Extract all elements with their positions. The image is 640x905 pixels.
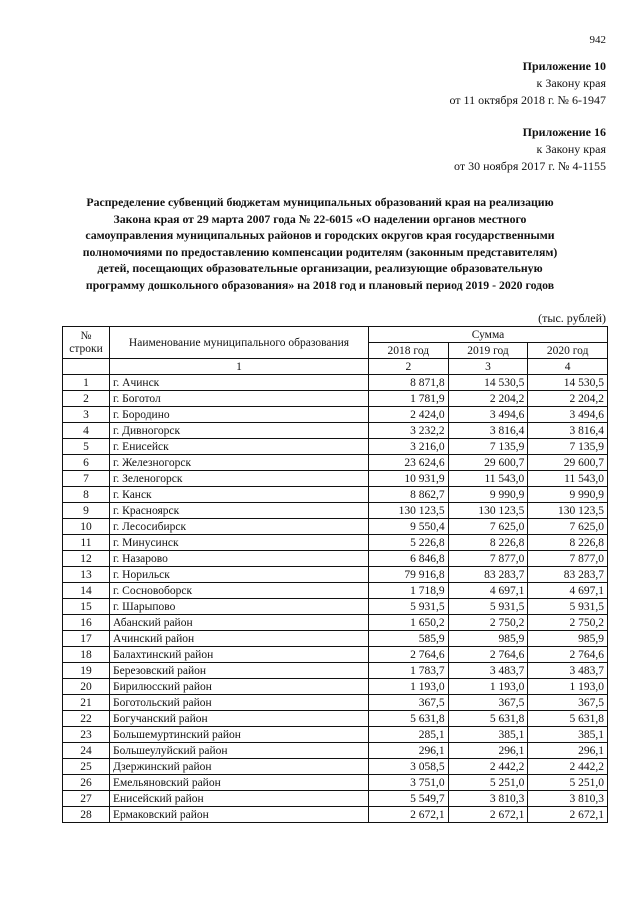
row-number-cell: 3 [63,407,110,423]
amount-2020-cell: 2 204,2 [528,391,608,407]
amount-2019-cell: 2 672,1 [448,807,528,823]
row-number-cell: 11 [63,535,110,551]
amount-2018-cell: 3 058,5 [369,759,449,775]
appendix-line: к Закону края [536,76,606,90]
amount-2018-cell: 10 931,9 [369,471,449,487]
header-year-2020: 2020 год [528,343,608,359]
amount-2019-cell: 2 764,6 [448,647,528,663]
row-number-cell: 13 [63,567,110,583]
table-row [63,727,608,743]
table-row [63,535,608,551]
amount-2020-cell: 2 764,6 [528,647,608,663]
amount-2018-cell: 296,1 [369,743,449,759]
appendix-line: к Закону края [536,142,606,156]
amount-2018-cell: 23 624,6 [369,455,449,471]
table-body [63,375,608,823]
heading-line: Закона края от 29 марта 2007 года № 22-6015 «О наделении органов местного [113,211,527,226]
amount-2019-cell: 3 494,6 [448,407,528,423]
municipality-name-cell: г. Енисейск [110,439,369,455]
amount-2020-cell: 985,9 [528,631,608,647]
amount-2019-cell: 5 251,0 [448,775,528,791]
row-number-cell: 4 [63,423,110,439]
municipality-name-cell: Енисейский район [110,791,369,807]
amount-2018-cell: 2 424,0 [369,407,449,423]
column-number: 4 [528,359,608,375]
amount-2020-cell: 3 816,4 [528,423,608,439]
amount-2019-cell: 2 204,2 [448,391,528,407]
table-row [63,407,608,423]
table-row [63,759,608,775]
municipality-name-cell: Большеулуйский район [110,743,369,759]
table-row [63,743,608,759]
amount-2018-cell: 2 764,6 [369,647,449,663]
amount-2018-cell: 1 783,7 [369,663,449,679]
amount-2019-cell: 11 543,0 [448,471,528,487]
amount-2020-cell: 5 251,0 [528,775,608,791]
amount-2018-cell: 79 916,8 [369,567,449,583]
amount-2020-cell: 29 600,7 [528,455,608,471]
amount-2018-cell: 6 846,8 [369,551,449,567]
municipality-name-cell: Березовский район [110,663,369,679]
amount-2019-cell: 5 931,5 [448,599,528,615]
table-row [63,663,608,679]
municipality-name-cell: Дзержинский район [110,759,369,775]
row-number-cell: 15 [63,599,110,615]
amount-2018-cell: 1 193,0 [369,679,449,695]
amount-2020-cell: 7 135,9 [528,439,608,455]
row-number-cell: 26 [63,775,110,791]
header-sum: Сумма [369,327,608,343]
row-number-cell: 18 [63,647,110,663]
amount-2019-cell: 3 483,7 [448,663,528,679]
row-number-cell: 19 [63,663,110,679]
amount-2018-cell: 9 550,4 [369,519,449,535]
page-number: 942 [589,34,606,46]
appendix-title: Приложение 10 [522,59,606,73]
table-row [63,439,608,455]
table-row [63,599,608,615]
row-number-cell: 5 [63,439,110,455]
amount-2018-cell: 3 216,0 [369,439,449,455]
table-row [63,375,608,391]
municipality-name-cell: г. Боготол [110,391,369,407]
municipality-name-cell: г. Зеленогорск [110,471,369,487]
amount-2018-cell: 5 549,7 [369,791,449,807]
appendix-10-block [449,58,606,109]
amount-2020-cell: 14 530,5 [528,375,608,391]
amount-2018-cell: 8 871,8 [369,375,449,391]
table-row [63,711,608,727]
table-row [63,423,608,439]
amount-2018-cell: 3 232,2 [369,423,449,439]
row-number-cell: 21 [63,695,110,711]
amount-2019-cell: 29 600,7 [448,455,528,471]
table-row [63,503,608,519]
municipality-name-cell: г. Бородино [110,407,369,423]
municipality-name-cell: Бирилюсский район [110,679,369,695]
municipality-name-cell: Абанский район [110,615,369,631]
appendix-line: от 11 октября 2018 г. № 6-1947 [449,93,606,107]
header-row [63,327,608,343]
amount-2020-cell: 7 625,0 [528,519,608,535]
amount-2018-cell: 3 751,0 [369,775,449,791]
row-number-cell: 8 [63,487,110,503]
municipality-name-cell: г. Ачинск [110,375,369,391]
amount-2018-cell: 8 862,7 [369,487,449,503]
header-row-number: № строки [63,327,110,359]
row-number-cell: 16 [63,615,110,631]
column-number-row [63,359,608,375]
heading-line: полномочиями по предоставлению компенсации родителям (законным представителям) [82,244,558,259]
amount-2020-cell: 11 543,0 [528,471,608,487]
amount-2019-cell: 7 135,9 [448,439,528,455]
table-row [63,551,608,567]
table-row [63,487,608,503]
amount-2020-cell: 9 990,9 [528,487,608,503]
municipality-name-cell: г. Дивногорск [110,423,369,439]
row-number-cell: 24 [63,743,110,759]
amount-2018-cell: 585,9 [369,631,449,647]
amount-2020-cell: 5 931,5 [528,599,608,615]
row-number-cell: 28 [63,807,110,823]
table-row [63,695,608,711]
row-number-cell: 22 [63,711,110,727]
subsidy-table [62,326,608,823]
table-row [63,647,608,663]
amount-2019-cell: 83 283,7 [448,567,528,583]
amount-2020-cell: 367,5 [528,695,608,711]
appendix-title: Приложение 16 [522,125,606,139]
amount-2020-cell: 2 672,1 [528,807,608,823]
row-number-cell: 17 [63,631,110,647]
amount-2019-cell: 2 442,2 [448,759,528,775]
row-number-cell: 6 [63,455,110,471]
municipality-name-cell: Боготольский район [110,695,369,711]
amount-2020-cell: 3 494,6 [528,407,608,423]
row-number-cell: 23 [63,727,110,743]
header-name: Наименование муниципального образования [110,327,369,359]
amount-2019-cell: 385,1 [448,727,528,743]
row-number-cell: 27 [63,791,110,807]
row-number-cell: 25 [63,759,110,775]
municipality-name-cell: г. Лесосибирск [110,519,369,535]
amount-2020-cell: 296,1 [528,743,608,759]
municipality-name-cell: Емельяновский район [110,775,369,791]
amount-2019-cell: 7 625,0 [448,519,528,535]
document-heading [70,194,570,294]
amount-2019-cell: 3 810,3 [448,791,528,807]
amount-2020-cell: 385,1 [528,727,608,743]
table-row [63,455,608,471]
row-number-cell: 14 [63,583,110,599]
heading-line: программу дошкольного образования» на 2018 год и плановый период 2019 - 2020 годов [85,277,555,292]
amount-2019-cell: 130 123,5 [448,503,528,519]
heading-line: детей, посещающих образовательные организации, реализующие образовательную [97,261,543,276]
table-row [63,615,608,631]
municipality-name-cell: г. Шарыпово [110,599,369,615]
amount-2020-cell: 7 877,0 [528,551,608,567]
row-number-cell: 2 [63,391,110,407]
amount-2019-cell: 14 530,5 [448,375,528,391]
amount-2018-cell: 367,5 [369,695,449,711]
row-number-cell: 10 [63,519,110,535]
amount-2018-cell: 1 650,2 [369,615,449,631]
amount-2019-cell: 2 750,2 [448,615,528,631]
row-number-cell: 7 [63,471,110,487]
amount-2019-cell: 985,9 [448,631,528,647]
amount-2019-cell: 1 193,0 [448,679,528,695]
amount-2020-cell: 4 697,1 [528,583,608,599]
amount-2018-cell: 5 931,5 [369,599,449,615]
table-row [63,471,608,487]
municipality-name-cell: г. Железногорск [110,455,369,471]
municipality-name-cell: г. Сосновоборск [110,583,369,599]
heading-line: Распределение субвенций бюджетам муниципальных образований края на реализацию [86,195,554,209]
municipality-name-cell: г. Минусинск [110,535,369,551]
appendix-line: от 30 ноября 2017 г. № 4-1155 [454,159,606,173]
table-row [63,791,608,807]
amount-2020-cell: 1 193,0 [528,679,608,695]
appendix-16-block [454,124,606,175]
municipality-name-cell: Балахтинский район [110,647,369,663]
municipality-name-cell: Большемуртинский район [110,727,369,743]
municipality-name-cell: г. Красноярск [110,503,369,519]
header-year-2019: 2019 год [448,343,528,359]
amount-2019-cell: 5 631,8 [448,711,528,727]
municipality-name-cell: Богучанский район [110,711,369,727]
units-label: (тыс. рублей) [538,311,606,325]
amount-2019-cell: 296,1 [448,743,528,759]
table-row [63,775,608,791]
amount-2018-cell: 1 718,9 [369,583,449,599]
municipality-name-cell: Ермаковский район [110,807,369,823]
amount-2019-cell: 8 226,8 [448,535,528,551]
table-row [63,807,608,823]
column-number: 2 [369,359,449,375]
column-number: 1 [110,359,369,375]
row-number-cell: 12 [63,551,110,567]
amount-2020-cell: 130 123,5 [528,503,608,519]
amount-2020-cell: 2 442,2 [528,759,608,775]
amount-2019-cell: 9 990,9 [448,487,528,503]
amount-2020-cell: 3 810,3 [528,791,608,807]
header-year-2018: 2018 год [369,343,449,359]
table-row [63,567,608,583]
table-row [63,583,608,599]
municipality-name-cell: г. Норильск [110,567,369,583]
amount-2018-cell: 2 672,1 [369,807,449,823]
row-number-cell: 1 [63,375,110,391]
row-number-cell: 20 [63,679,110,695]
amount-2018-cell: 285,1 [369,727,449,743]
column-number: 3 [448,359,528,375]
row-number-cell: 9 [63,503,110,519]
amount-2018-cell: 5 631,8 [369,711,449,727]
amount-2018-cell: 5 226,8 [369,535,449,551]
heading-line: самоуправления муниципальных районов и городских округов края государственными [85,228,555,243]
municipality-name-cell: г. Назарово [110,551,369,567]
amount-2019-cell: 4 697,1 [448,583,528,599]
municipality-name-cell: г. Канск [110,487,369,503]
amount-2020-cell: 3 483,7 [528,663,608,679]
table-row [63,631,608,647]
amount-2020-cell: 2 750,2 [528,615,608,631]
amount-2020-cell: 5 631,8 [528,711,608,727]
amount-2020-cell: 83 283,7 [528,567,608,583]
amount-2018-cell: 1 781,9 [369,391,449,407]
table-row [63,679,608,695]
table-row [63,519,608,535]
municipality-name-cell: Ачинский район [110,631,369,647]
column-number [63,359,110,375]
amount-2019-cell: 367,5 [448,695,528,711]
amount-2020-cell: 8 226,8 [528,535,608,551]
table-row [63,391,608,407]
amount-2019-cell: 7 877,0 [448,551,528,567]
amount-2018-cell: 130 123,5 [369,503,449,519]
amount-2019-cell: 3 816,4 [448,423,528,439]
